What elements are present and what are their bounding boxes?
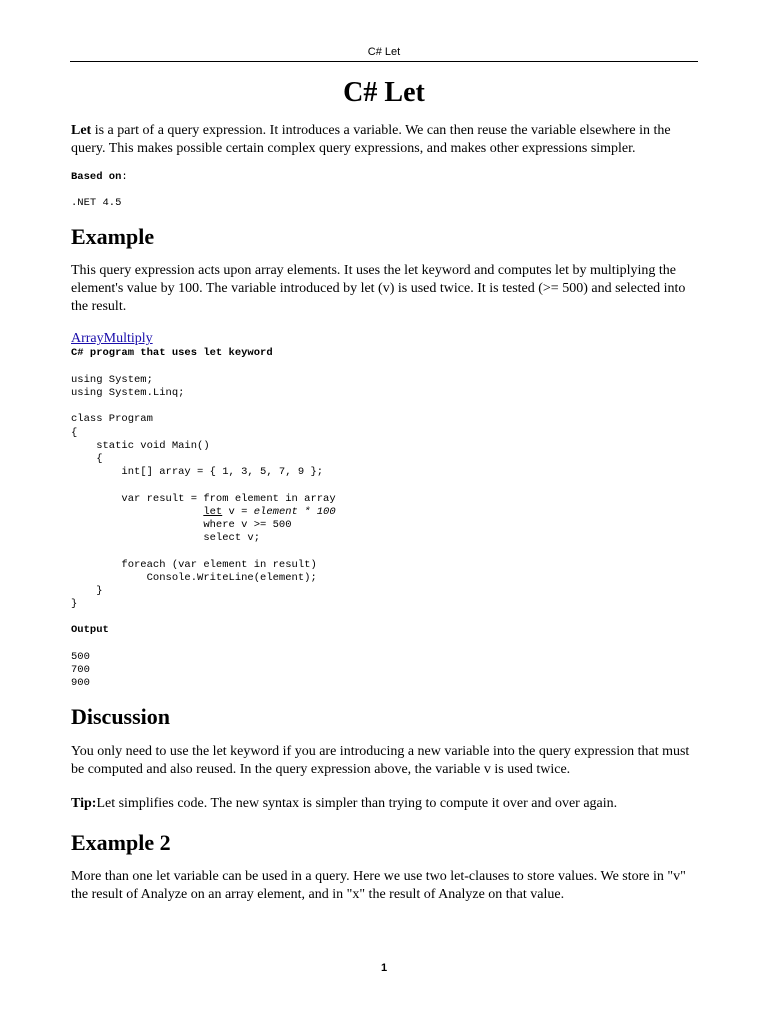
code-line: [71, 545, 697, 558]
example2-paragraph: More than one let variable can be used in a query. Here we use two let-clauses to store values. We store in "v" the result of Analyze on an array element, and in "x" the result of Analyze on that value.: [71, 869, 686, 903]
code-line: where v >= 500: [71, 519, 292, 532]
let-expression: element * 100: [253, 505, 336, 518]
intro-bold-term: Let: [71, 122, 92, 138]
code-block: [71, 361, 697, 612]
output-label: Output: [71, 624, 109, 637]
page-number: 1: [380, 962, 388, 974]
intro-text: is a part of a query expression. It introduces a variable. We can then reuse the variable elsewhere in the query. This makes possible certain complex query expressions, and makes other expressions simpler.: [71, 122, 671, 156]
intro-paragraph: [71, 122, 697, 158]
arraymultiply-link[interactable]: ArrayMultiply: [71, 331, 153, 347]
example-paragraph: This query expression acts upon array elements. It uses the let keyword and computes let by multiplying the element's value by 100. The variable introduced by let (v) is used twice. It is tested (>= 500) and selected into the result.: [71, 263, 686, 315]
tip-paragraph: [71, 795, 697, 813]
output-line: 500: [71, 650, 90, 663]
code-lines-part-1: [71, 361, 697, 506]
code-caption: C# program that uses let keyword: [71, 347, 273, 360]
code-let-line: let v = element * 100: [203, 505, 336, 518]
running-header-title: C# Let: [367, 46, 401, 58]
let-keyword: let: [203, 505, 223, 518]
code-line: static void Main(): [71, 439, 210, 452]
code-line: Console.WriteLine(element);: [71, 571, 317, 584]
code-line: select v;: [71, 532, 261, 545]
output-block: [71, 638, 697, 691]
code-line: {: [71, 453, 103, 466]
example-heading: Example: [71, 224, 155, 249]
code-lines-part-2: [71, 519, 697, 611]
page-content: [71, 68, 697, 904]
code-line: }: [71, 598, 78, 611]
based-on-label: Based on:: [71, 170, 128, 183]
code-line: }: [71, 585, 103, 598]
example2-heading: Example 2: [71, 829, 171, 855]
discussion-heading: Discussion: [71, 704, 171, 730]
output-line: 700: [71, 664, 90, 677]
based-on-value: .NET 4.5: [71, 196, 122, 209]
code-line: using System.Linq;: [71, 387, 185, 399]
running-header: [70, 46, 698, 62]
output-line: [71, 638, 697, 651]
code-line: [71, 400, 697, 413]
code-line: using System;: [71, 373, 153, 386]
code-line: [71, 479, 697, 492]
discussion-paragraph: You only need to use the let keyword if you are introducing a new variable into the query expression that must be computed and also reused. In the query expression above, the variable v is used twice.: [71, 743, 690, 777]
output-line: 900: [71, 677, 90, 690]
code-line: int[] array = { 1, 3, 5, 7, 9 };: [71, 466, 324, 479]
code-line: class Program: [71, 413, 153, 426]
page-title: C# Let: [343, 77, 425, 108]
code-line: foreach (var element in result): [71, 558, 317, 571]
code-line: var result = from element in array: [71, 492, 336, 505]
code-line: {: [71, 426, 78, 439]
tip-text: Let simplifies code. The new syntax is simpler than trying to compute it over and over again.: [96, 795, 618, 811]
code-line: [71, 361, 697, 374]
tip-label: Tip:: [71, 795, 97, 811]
